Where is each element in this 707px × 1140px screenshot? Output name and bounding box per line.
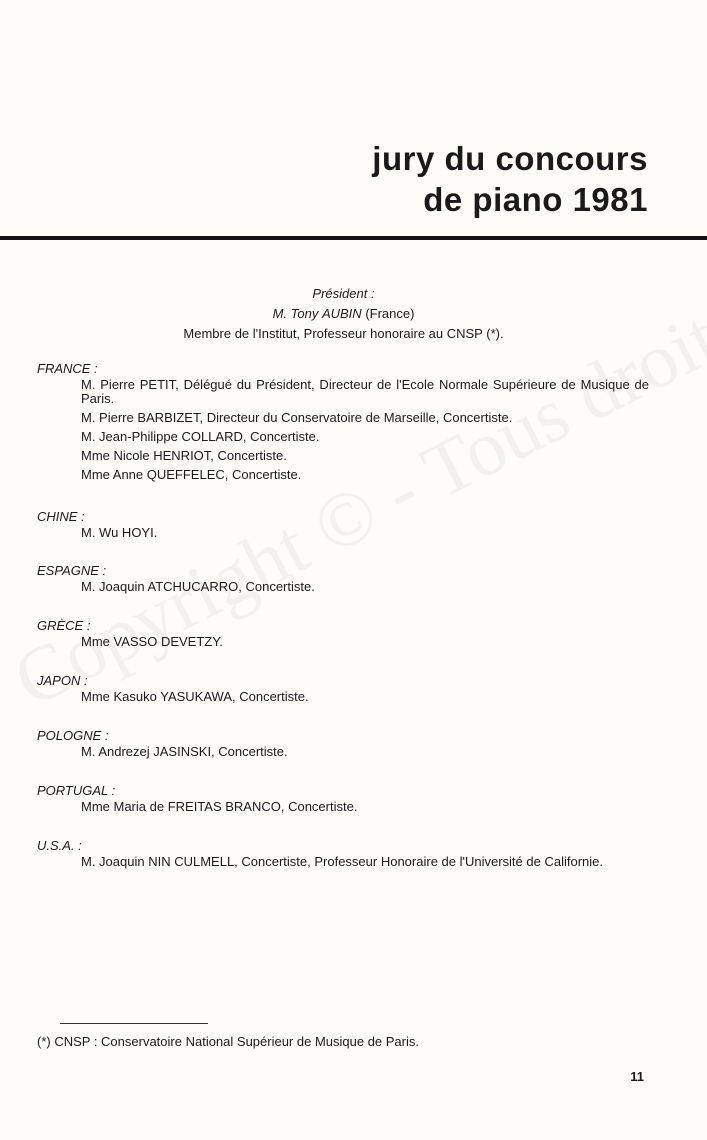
jury-entry: Mme Anne QUEFFELEC, Concertiste. — [81, 467, 302, 482]
jury-entry: M. Joaquin NIN CULMELL, Concertiste, Professeur Honoraire de l'Université de Californie. — [81, 854, 603, 869]
jury-entry: M. Joaquin ATCHUCARRO, Concertiste. — [81, 579, 315, 594]
section-pologne — [37, 727, 649, 764]
jury-entry: M. Wu HOYI. — [81, 525, 158, 540]
header-rule — [0, 236, 707, 240]
country-label: ESPAGNE : — [37, 563, 107, 578]
president-description: Membre de l'Institut, Professeur honoraire au CNSP (*). — [183, 326, 504, 341]
jury-list — [81, 635, 649, 649]
country-label: FRANCE : — [37, 361, 98, 376]
jury-entry: Mme Nicole HENRIOT, Concertiste. — [81, 448, 287, 463]
jury-list — [81, 745, 649, 759]
title-line-1: jury du concours — [372, 140, 648, 177]
jury-entry: Mme VASSO DEVETZY. — [81, 634, 223, 649]
section-espagne — [37, 562, 649, 599]
jury-entry: M. Pierre PETIT, Délégué du Président, Directeur de l'Ecole Normale Supérieure de Musique de Paris. — [81, 377, 649, 406]
country-label: CHINE : — [37, 509, 85, 524]
jury-entry: Mme Maria de FREITAS BRANCO, Concertiste. — [81, 799, 358, 814]
section-grece — [37, 617, 649, 654]
president-title-prefix: M. Tony — [272, 306, 319, 321]
president-surname: AUBIN — [321, 306, 362, 321]
section-france — [37, 360, 649, 487]
jury-entry: Mme Kasuko YASUKAWA, Concertiste. — [81, 689, 309, 704]
president-role: Président : — [312, 286, 375, 301]
jury-list — [81, 800, 649, 814]
section-usa — [37, 837, 649, 874]
jury-list — [81, 690, 649, 704]
jury-list — [81, 580, 649, 594]
jury-entry: M. Andrezej JASINSKI, Concertiste. — [81, 744, 288, 759]
jury-entry: M. Jean-Philippe COLLARD, Concertiste. — [81, 429, 320, 444]
section-chine — [37, 508, 649, 545]
jury-entry: M. Pierre BARBIZET, Directeur du Conservatoire de Marseille, Concertiste. — [81, 410, 513, 425]
page-number: 11 — [630, 1069, 644, 1084]
country-label: U.S.A. : — [37, 838, 82, 853]
jury-list — [81, 526, 649, 540]
section-japon — [37, 672, 649, 709]
country-label: PORTUGAL : — [37, 783, 116, 798]
country-label: GRÈCE : — [37, 618, 91, 633]
jury-list — [81, 855, 649, 869]
president-name-line — [0, 304, 687, 324]
jury-list — [81, 378, 649, 482]
title-line-2: de piano 1981 — [423, 181, 648, 218]
page-title — [372, 138, 648, 220]
footnote-rule — [60, 1023, 208, 1024]
section-portugal — [37, 782, 649, 819]
president-country: (France) — [365, 306, 415, 321]
country-label: JAPON : — [37, 673, 88, 688]
president-block — [0, 284, 687, 344]
footnote: (*) CNSP : Conservatoire National Supérieur de Musique de Paris. — [37, 1034, 419, 1049]
country-label: POLOGNE : — [37, 728, 109, 743]
